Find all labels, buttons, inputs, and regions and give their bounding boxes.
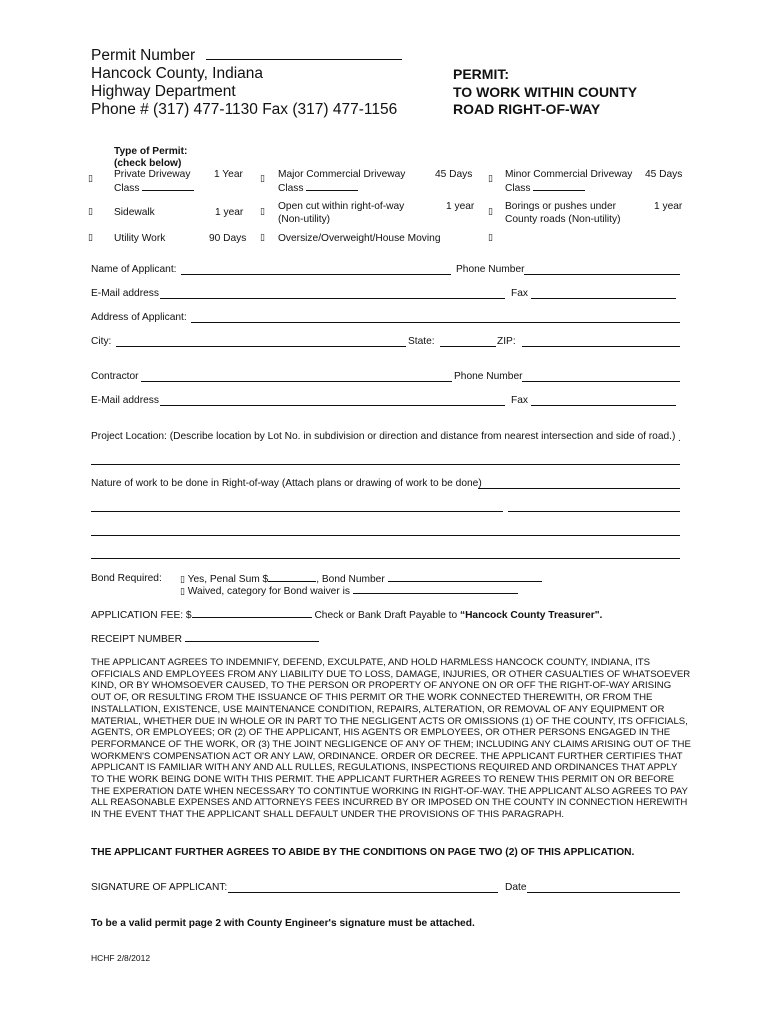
bond-yes-text: Yes, Penal Sum $ xyxy=(187,574,269,585)
permit-label: Private Driveway xyxy=(114,169,191,180)
phone-fax: Phone # (317) 477-1130 Fax (317) 477-1156 xyxy=(91,101,398,118)
date-label: Date xyxy=(505,882,527,893)
permit-label: Minor Commercial Driveway xyxy=(505,169,633,180)
permit-label-2: County roads (Non-utility) xyxy=(505,213,621,225)
permit-duration: 1 year xyxy=(654,201,683,212)
contractor-phone-label: Phone Number xyxy=(454,371,523,382)
project-location-label: Project Location: (Describe location by Lot No. in subdivision or direction and distance from nearest intersection and side of road.) xyxy=(91,431,676,442)
city-line[interactable] xyxy=(116,346,406,347)
nature-of-work-line-2b[interactable] xyxy=(508,511,680,512)
permit-label: Utility Work xyxy=(114,233,166,244)
nature-of-work-label: Nature of work to be done in Right-of-way (Attach plans or drawing of work to be done) xyxy=(91,478,482,489)
payable-text: Check or Bank Draft Payable to xyxy=(314,610,458,621)
contractor-label: Contractor xyxy=(91,371,139,382)
class-blank[interactable] xyxy=(306,182,358,191)
title-line-1: PERMIT: xyxy=(453,66,509,82)
permit-duration: 1 year xyxy=(215,207,244,218)
permit-private-driveway xyxy=(114,169,194,195)
permit-type-subheading: (check below) xyxy=(114,158,182,169)
permit-label: Major Commercial Driveway xyxy=(278,169,406,180)
receipt-label: RECEIPT NUMBER xyxy=(91,634,182,645)
bond-number-line[interactable] xyxy=(388,573,542,582)
nature-of-work-line-4[interactable] xyxy=(91,558,680,559)
contractor-email-line[interactable] xyxy=(160,405,505,406)
contractor-fax-line[interactable] xyxy=(531,405,676,406)
title-line-2: TO WORK WITHIN COUNTY xyxy=(453,84,638,100)
title-line-3: ROAD RIGHT-OF-WAY xyxy=(453,101,601,117)
checkbox-utility-work[interactable]: ▯ xyxy=(88,233,93,243)
zip-label: ZIP: xyxy=(497,336,516,347)
applicant-fax-line[interactable] xyxy=(531,298,676,299)
permit-major-commercial xyxy=(278,169,405,195)
bond-waiver-line[interactable] xyxy=(353,585,518,594)
form-code: HCHF 2/8/2012 xyxy=(91,953,151,963)
checkbox-open-cut[interactable]: ▯ xyxy=(260,207,265,217)
checkbox-private-driveway[interactable]: ▯ xyxy=(88,174,93,184)
permit-label-2: (Non-utility) xyxy=(278,213,331,225)
valid-permit-note: To be a valid permit page 2 with County Engineer's signature must be attached. xyxy=(91,918,475,929)
receipt-line[interactable] xyxy=(185,633,319,642)
nature-of-work-line-3[interactable] xyxy=(91,535,680,536)
bond-waived-row xyxy=(180,585,518,599)
permit-type-heading: Type of Permit: xyxy=(114,146,188,157)
permit-class-label: Class xyxy=(505,182,531,194)
applicant-name-line[interactable] xyxy=(181,274,451,275)
bond-required-label: Bond Required: xyxy=(91,573,162,584)
bond-number-label: , Bond Number xyxy=(316,574,385,585)
application-fee-label: APPLICATION FEE: $ xyxy=(91,610,192,621)
permit-minor-commercial xyxy=(505,169,632,195)
permit-duration: 90 Days xyxy=(209,233,247,244)
permit-class-label: Class xyxy=(278,182,304,194)
city-label: City: xyxy=(91,336,112,347)
applicant-fax-label: Fax xyxy=(511,288,528,299)
class-blank[interactable] xyxy=(533,182,585,191)
permit-open-cut xyxy=(278,201,404,226)
zip-line[interactable] xyxy=(522,346,680,347)
date-line[interactable] xyxy=(527,892,680,893)
permit-duration: 45 Days xyxy=(645,169,683,180)
contractor-phone-line[interactable] xyxy=(522,381,680,382)
applicant-phone-line[interactable] xyxy=(524,274,680,275)
permit-number-label: Permit Number xyxy=(91,47,196,64)
permit-label: Borings or pushes under xyxy=(505,201,616,212)
payee-name: “Hancock County Treasurer". xyxy=(459,610,603,621)
permit-number-field[interactable] xyxy=(91,47,402,66)
nature-of-work-line-2a[interactable] xyxy=(91,511,503,512)
applicant-name-label: Name of Applicant: xyxy=(91,264,177,275)
permit-number-line[interactable] xyxy=(206,49,402,60)
checkbox-sidewalk[interactable]: ▯ xyxy=(88,207,93,217)
project-location-line[interactable] xyxy=(91,464,680,465)
checkbox-major-commercial[interactable]: ▯ xyxy=(260,174,265,184)
class-blank[interactable] xyxy=(142,182,194,191)
indemnity-paragraph: THE APPLICANT AGREES TO INDEMNIFY, DEFEND, EXCULPATE, AND HOLD HARMLESS HANCOCK COUNTY, INDIANA, ITS OFFICIALS AND EMPLOYEES FROM ANY LIABILITY DUE TO LOSS, DAMAGE, INJURIES, OR OTHER CASUALTIES OF WHATSOEVER KIND, OR BY WHOMSOEVER CAUSED, TO THE PERSON OR PROPERTY OF ANYONE ON OR OFF THE RIGHT-OF-WAY ARISING OUT OF, OR RESULTING FROM THE ISSUANCE OF THIS PERMIT OR THE WORK CONNECTED THEREWITH, OR FROM THE INSTALLATION, EXISTENCE, USE MAINTENANCE CONDITION, REPAIRS, ALTERATION, OR REMOVAL OF ANY EQUIPMENT OR MATERIAL, WHETHER DUE IN WHOLE OR IN PART TO THE NEGLIGENT ACTS OR OMISSIONS (1) OF THE COUNTY, ITS OFFICIALS, AGENTS, OR EMPLOYEES; OR (2) OF THE APPLICANT, HIS AGENTS OR EMPLOYEES, OR OTHER PERSONS ENGAGED IN THE PERFORMANCE OF THE WORK, OR (3) THE JOINT NEGLIGENCE OF ANY OF THEM; INCLUDING ANY CLAIMS ARISING OUT OF THE WORKMEN'S COMPENSATION ACT OR ANY LAW, ORDINANCE. ORDER OR DECREE. THE APPLICANT FURTHER CERTIFIES THAT APPLICANT IS FAMILIAR WITH ANY AND ALL RULLES, REGULATIONS, INSPECTIONS REQUIRED AND ORDINANCES THAT APPLY TO THE WORK BEING DONE WITH THIS PERMIT. THE APPLICANT FURTHER AGREES TO RENEW THIS PERMIT ON OR BEFORE THE EXPERATION DATE WHEN NECESSARY TO CONTINTUE WORKING IN RIGHT-OF-WAY. THE APPLICANT ALSO AGREES TO PAY ALL REASONABLE EXPENSES AND ATTORNEYS FEES INCURRED BY OR IMPOSED ON THE COUNTY IN CONNECTION HEREWITH IN THE EVENT THAT THE APPLICANT SHALL DEFAULT UNDER THE PROVISIONS OF THIS PARAGRAPH. xyxy=(91,657,691,821)
signature-line[interactable] xyxy=(228,892,498,893)
checkbox-bond-yes[interactable]: ▯ xyxy=(180,575,185,585)
checkbox-unlabeled[interactable]: ▯ xyxy=(488,233,493,243)
permit-duration: 1 year xyxy=(446,201,475,212)
permit-duration: 1 Year xyxy=(214,169,243,180)
receipt-row xyxy=(91,633,319,647)
checkbox-minor-commercial[interactable]: ▯ xyxy=(488,174,493,184)
applicant-address-label: Address of Applicant: xyxy=(91,312,187,323)
checkbox-oversize[interactable]: ▯ xyxy=(260,233,265,243)
application-fee-row xyxy=(91,609,602,623)
bond-waived-text: Waived, category for Bond waiver is xyxy=(187,586,350,597)
permit-label: Open cut within right-of-way xyxy=(278,201,405,212)
permit-borings xyxy=(505,201,621,226)
further-agrees-text: THE APPLICANT FURTHER AGREES TO ABIDE BY THE CONDITIONS ON PAGE TWO (2) OF THIS APPLICATION. xyxy=(91,847,635,858)
department-name: Highway Department xyxy=(91,83,236,100)
applicant-email-line[interactable] xyxy=(160,298,505,299)
nature-of-work-line-1[interactable] xyxy=(478,488,680,489)
permit-class-label: Class xyxy=(114,182,140,194)
permit-label: Oversize/Overweight/House Moving xyxy=(278,233,441,244)
application-fee-line[interactable] xyxy=(192,609,312,618)
applicant-address-line[interactable] xyxy=(191,322,680,323)
contractor-fax-label: Fax xyxy=(511,395,528,406)
checkbox-borings[interactable]: ▯ xyxy=(488,207,493,217)
permit-duration: 45 Days xyxy=(435,169,473,180)
applicant-email-label: E-Mail address xyxy=(91,288,159,299)
project-location-suffix: . xyxy=(678,433,681,444)
penal-sum-line[interactable] xyxy=(268,573,316,582)
checkbox-bond-waived[interactable]: ▯ xyxy=(180,587,185,597)
signature-label: SIGNATURE OF APPLICANT: xyxy=(91,882,228,893)
permit-label: Sidewalk xyxy=(114,207,155,218)
state-line[interactable] xyxy=(440,346,496,347)
contractor-line[interactable] xyxy=(141,381,452,382)
county-name: Hancock County, Indiana xyxy=(91,65,264,82)
state-label: State: xyxy=(408,336,435,347)
contractor-email-label: E-Mail address xyxy=(91,395,159,406)
applicant-phone-label: Phone Number xyxy=(456,264,525,275)
